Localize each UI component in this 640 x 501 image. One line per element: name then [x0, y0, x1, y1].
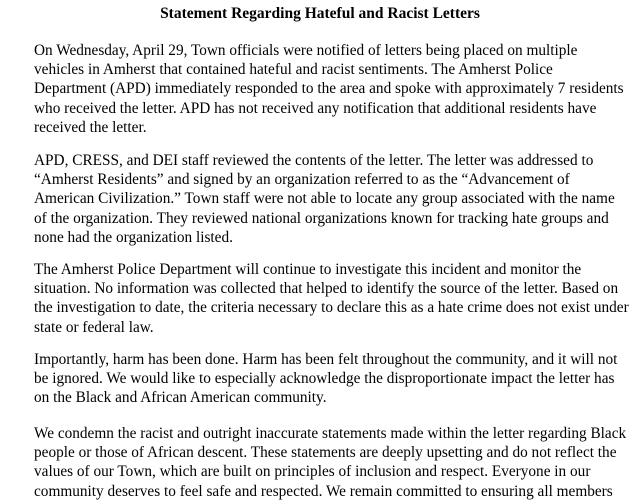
text-line: on the Black and African American community.: [34, 389, 327, 407]
paragraph-condemnation: [34, 424, 634, 501]
text-line: The Amherst Police Department will continue to investigate this incident and monitor the: [34, 261, 582, 278]
paragraph-letter-review: [34, 151, 634, 247]
text-line: none had the organization listed.: [34, 228, 233, 246]
document-title: Statement Regarding Hateful and Racist Letters: [160, 5, 480, 22]
text-line: who received the letter. APD has not received any notification that additional residents have: [34, 99, 597, 117]
text-line: Department (APD) immediately responded to the area and spoke with approximately 7 residents: [34, 80, 624, 98]
text-line: people or those of African descent. These statements are deeply upsetting and do not reflect the: [34, 444, 617, 462]
text-line: APD, CRESS, and DEI staff reviewed the contents of the letter. The letter was addressed to: [34, 152, 594, 169]
text-line: Importantly, harm has been done. Harm has been felt throughout the community, and it will not: [34, 351, 618, 368]
text-line: situation. No information was collected that helped to identify the source of the letter. Based on: [34, 280, 619, 298]
text-line: On Wednesday, April 29, Town officials were notified of letters being placed on multiple: [34, 42, 578, 59]
text-line: received the letter.: [34, 118, 147, 136]
text-line: We condemn the racist and outright inaccurate statements made within the letter regarding Black: [34, 425, 627, 442]
text-line: American Civilization.” Town staff were not able to locate any group associated with the name: [34, 190, 615, 208]
paragraph-investigation: [34, 260, 634, 337]
text-line: values of our Town, which are built on principles of inclusion and respect. Everyone in our: [34, 463, 591, 481]
text-line: community deserves to feel safe and respected. We remain committed to ensuring all members: [34, 482, 613, 500]
text-line: be ignored. We would like to especially acknowledge the disproportionate impact the letter has: [34, 370, 615, 388]
text-line: of the organization. They reviewed national organizations known for tracking hate groups and: [34, 209, 609, 227]
text-line: vehicles in Amherst that contained hateful and racist sentiments. The Amherst Police: [34, 61, 553, 79]
text-line: state or federal law.: [34, 318, 154, 336]
text-line: “Amherst Residents” and signed by an organization referred to as the “Advancement of: [34, 171, 570, 189]
paragraph-harm-acknowledgement: [34, 350, 634, 408]
text-line: the investigation to date, the criteria necessary to declare this as a hate crime does not exist under: [34, 299, 629, 317]
paragraph-incident-notification: [34, 41, 634, 137]
